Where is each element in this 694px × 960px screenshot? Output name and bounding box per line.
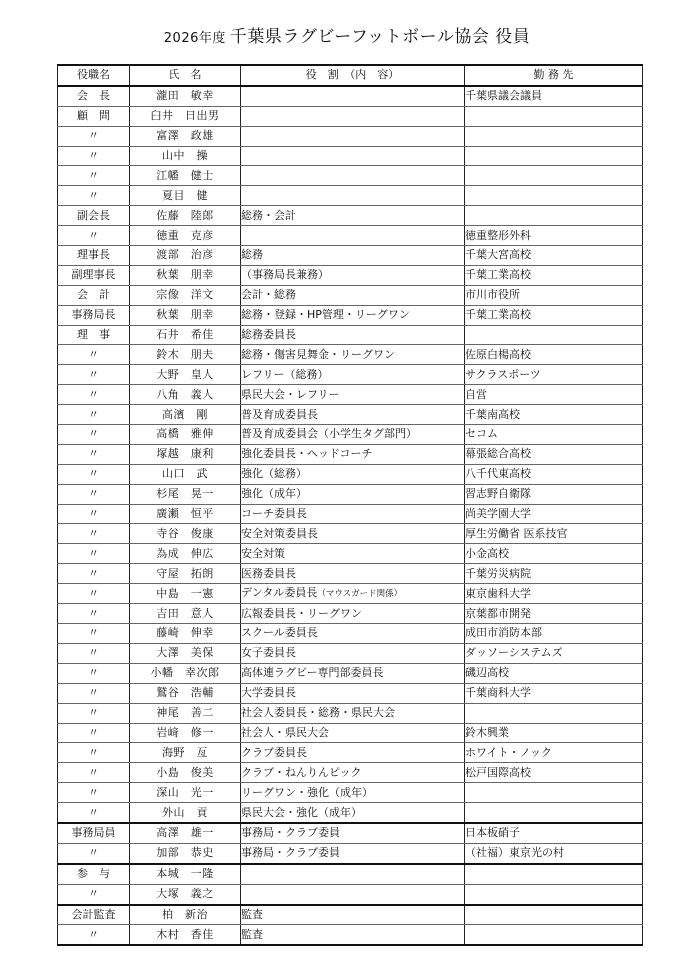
table-row	[58, 444, 643, 464]
position-cell: 〃	[58, 524, 130, 544]
role-cell	[241, 763, 465, 783]
workplace-cell	[465, 864, 643, 884]
position-cell: 〃	[58, 166, 130, 186]
header-name: 氏 名	[130, 65, 241, 86]
role-cell	[241, 803, 465, 823]
position-cell: 〃	[58, 763, 130, 783]
role-text: 事務局・クラブ委員	[241, 846, 340, 860]
position-cell: 〃	[58, 365, 130, 385]
position-cell: 〃	[58, 843, 130, 863]
position-cell: 〃	[58, 504, 130, 524]
position-cell: 〃	[58, 544, 130, 564]
role-cell	[241, 864, 465, 884]
table-row	[58, 385, 643, 405]
name-cell: 守屋 拓朗	[130, 564, 241, 584]
workplace-cell: 東京歯科大学	[465, 584, 643, 604]
name-cell: 渡部 治彦	[130, 246, 241, 266]
table-row	[58, 246, 643, 266]
role-text: 強化委員長・ヘッドコーチ	[241, 447, 373, 461]
role-text: 大学委員長	[241, 686, 296, 700]
role-cell	[241, 723, 465, 743]
role-cell	[241, 246, 465, 266]
table-row	[58, 345, 643, 365]
workplace-cell: 京葉都市開発	[465, 604, 643, 624]
table-row	[58, 584, 643, 604]
name-cell: 徳重 克彦	[130, 226, 241, 246]
position-cell: 副会長	[58, 206, 130, 226]
table-row	[58, 843, 643, 863]
role-cell	[241, 504, 465, 524]
position-cell: 会計監査	[58, 905, 130, 925]
role-text: 社会人・県民大会	[241, 725, 329, 739]
workplace-cell	[465, 206, 643, 226]
table-row	[58, 166, 643, 186]
position-cell: 〃	[58, 624, 130, 644]
workplace-cell: ホワイト・ノック	[465, 743, 643, 763]
name-cell: 瀧田 敏幸	[130, 86, 241, 106]
workplace-cell: セコム	[465, 425, 643, 445]
workplace-cell: 小金高校	[465, 544, 643, 564]
role-cell	[241, 166, 465, 186]
name-cell: 吉田 意人	[130, 604, 241, 624]
role-text: コーチ委員長	[241, 507, 307, 521]
table-header-row	[58, 65, 643, 86]
position-cell: 〃	[58, 226, 130, 246]
table-row	[58, 86, 643, 106]
name-cell: 神尾 善二	[130, 703, 241, 723]
role-cell	[241, 325, 465, 345]
header-position: 役職名	[58, 65, 130, 86]
name-cell: 夏目 健	[130, 186, 241, 206]
workplace-cell: ダッソーシステムズ	[465, 643, 643, 663]
position-cell: 事務局員	[58, 823, 130, 843]
role-cell	[241, 703, 465, 723]
position-cell: 〃	[58, 783, 130, 803]
workplace-cell: 幕張総合高校	[465, 444, 643, 464]
table-row	[58, 146, 643, 166]
workplace-cell: 習志野自衛隊	[465, 484, 643, 504]
role-text: 県民大会・強化（成年）	[241, 805, 362, 819]
name-cell: 大澤 美保	[130, 643, 241, 663]
role-cell	[241, 305, 465, 325]
role-text: レフリー（総務）	[241, 367, 329, 381]
position-cell: 〃	[58, 925, 130, 945]
role-cell	[241, 524, 465, 544]
role-text: 監査	[241, 927, 263, 941]
role-cell	[241, 743, 465, 763]
name-cell: 宗像 洋文	[130, 285, 241, 305]
role-text: 県民大会・レフリー	[241, 387, 340, 401]
table-row	[58, 126, 643, 146]
name-cell: 高澤 雄一	[130, 823, 241, 843]
role-cell	[241, 783, 465, 803]
name-cell: 木村 香佳	[130, 925, 241, 945]
name-cell: 小幡 幸次郎	[130, 663, 241, 683]
table-row	[58, 905, 643, 925]
role-cell	[241, 823, 465, 843]
table-row	[58, 763, 643, 783]
workplace-cell	[465, 783, 643, 803]
name-cell: 高濱 剛	[130, 405, 241, 425]
role-cell	[241, 345, 465, 365]
name-cell: 八角 義人	[130, 385, 241, 405]
name-cell: 大塚 義之	[130, 884, 241, 904]
workplace-cell: 自営	[465, 385, 643, 405]
role-cell	[241, 925, 465, 945]
name-cell: 石井 希佳	[130, 325, 241, 345]
workplace-cell	[465, 126, 643, 146]
workplace-cell: （社福）東京光の村	[465, 843, 643, 863]
role-cell	[241, 683, 465, 703]
workplace-cell: 市川市役所	[465, 285, 643, 305]
workplace-cell: 千葉工業高校	[465, 305, 643, 325]
name-cell: 佐藤 陸郎	[130, 206, 241, 226]
role-cell	[241, 584, 465, 604]
position-cell: 〃	[58, 743, 130, 763]
table-row	[58, 663, 643, 683]
name-cell: 山中 操	[130, 146, 241, 166]
name-cell: 山口 武	[130, 464, 241, 484]
table-row	[58, 425, 643, 445]
role-cell	[241, 126, 465, 146]
workplace-cell: 厚生労働省 医系技官	[465, 524, 643, 544]
role-text: 事務局・クラブ委員	[241, 826, 340, 840]
workplace-cell	[465, 803, 643, 823]
position-cell: 〃	[58, 584, 130, 604]
name-cell: 廣瀬 恒平	[130, 504, 241, 524]
table-row	[58, 783, 643, 803]
workplace-cell: サクラスポーツ	[465, 365, 643, 385]
position-cell: 会 計	[58, 285, 130, 305]
role-cell	[241, 186, 465, 206]
position-cell: 副理事長	[58, 265, 130, 285]
position-cell: 〃	[58, 564, 130, 584]
role-text: 高体連ラグビー専門部委員長	[241, 666, 384, 680]
role-text: リーグワン・強化（成年）	[241, 785, 373, 799]
name-cell: 小島 俊美	[130, 763, 241, 783]
role-cell	[241, 365, 465, 385]
header-workplace: 勤 務 先	[465, 65, 643, 86]
name-cell: 江幡 健士	[130, 166, 241, 186]
role-cell	[241, 226, 465, 246]
workplace-cell: 千葉工業高校	[465, 265, 643, 285]
role-cell	[241, 624, 465, 644]
role-text: 監査	[241, 907, 263, 921]
role-cell	[241, 544, 465, 564]
name-cell: 塚越 康利	[130, 444, 241, 464]
table-row	[58, 823, 643, 843]
role-text: 社会人委員長・総務・県民大会	[241, 706, 395, 720]
role-cell	[241, 285, 465, 305]
position-cell: 〃	[58, 643, 130, 663]
position-cell: 理 事	[58, 325, 130, 345]
role-text: （事務局長兼務）	[241, 268, 329, 282]
position-cell: 〃	[58, 444, 130, 464]
table-row	[58, 265, 643, 285]
name-cell: 加部 恭史	[130, 843, 241, 863]
name-cell: 藤崎 伸幸	[130, 624, 241, 644]
workplace-cell: 磯辺高校	[465, 663, 643, 683]
role-text: 総務・登録・HP管理・リーグワン	[241, 308, 410, 322]
position-cell: 〃	[58, 186, 130, 206]
name-cell: 高橋 雅伸	[130, 425, 241, 445]
workplace-cell: 千葉商科大学	[465, 683, 643, 703]
role-text: 女子委員長	[241, 646, 296, 660]
role-cell	[241, 86, 465, 106]
name-cell: 臼井 日出男	[130, 106, 241, 126]
table-row	[58, 484, 643, 504]
table-row	[58, 106, 643, 126]
workplace-cell	[465, 703, 643, 723]
role-text: 安全対策委員長	[241, 526, 318, 540]
position-cell: 〃	[58, 464, 130, 484]
role-cell	[241, 265, 465, 285]
name-cell: 鷲谷 浩輔	[130, 683, 241, 703]
name-cell: 鈴木 朋夫	[130, 345, 241, 365]
role-cell	[241, 905, 465, 925]
role-text: 普及育成委員会（小学生タグ部門）	[241, 427, 417, 441]
table-row	[58, 206, 643, 226]
table-row	[58, 803, 643, 823]
name-cell: 為成 伸広	[130, 544, 241, 564]
page-title	[0, 22, 694, 47]
workplace-cell	[465, 905, 643, 925]
position-cell: 〃	[58, 385, 130, 405]
table-row	[58, 683, 643, 703]
header-role: 役 割 （内 容）	[241, 65, 465, 86]
table-row	[58, 365, 643, 385]
role-text: 広報委員長・リーグワン	[241, 606, 362, 620]
table-row	[58, 226, 643, 246]
table-row	[58, 564, 643, 584]
position-cell: 〃	[58, 663, 130, 683]
table-body	[58, 86, 643, 945]
title-text: 千葉県ラグビーフットボール協会 役員	[229, 27, 531, 47]
table-row	[58, 864, 643, 884]
role-cell	[241, 604, 465, 624]
table-row	[58, 405, 643, 425]
role-cell	[241, 464, 465, 484]
name-cell: 中島 一憲	[130, 584, 241, 604]
table-row	[58, 643, 643, 663]
workplace-cell: 徳重整形外科	[465, 226, 643, 246]
workplace-cell	[465, 325, 643, 345]
role-cell	[241, 425, 465, 445]
position-cell: 〃	[58, 884, 130, 904]
role-text: クラブ委員長	[241, 745, 307, 759]
name-cell: 富澤 政雄	[130, 126, 241, 146]
position-cell: 顧 問	[58, 106, 130, 126]
name-cell: 柏 新治	[130, 905, 241, 925]
workplace-cell	[465, 186, 643, 206]
role-cell	[241, 405, 465, 425]
position-cell: 〃	[58, 683, 130, 703]
role-cell	[241, 444, 465, 464]
role-cell	[241, 884, 465, 904]
name-cell: 秋葉 朋幸	[130, 305, 241, 325]
workplace-cell: 千葉労災病院	[465, 564, 643, 584]
role-cell	[241, 643, 465, 663]
role-text: クラブ・ねんりんピック	[241, 765, 362, 779]
table-row	[58, 325, 643, 345]
workplace-cell: 鈴木興業	[465, 723, 643, 743]
position-cell: 〃	[58, 405, 130, 425]
name-cell: 本城 一隆	[130, 864, 241, 884]
position-cell: 事務局長	[58, 305, 130, 325]
role-cell	[241, 564, 465, 584]
role-text: 総務・会計	[241, 208, 296, 222]
position-cell: 〃	[58, 146, 130, 166]
workplace-cell: 成田市消防本部	[465, 624, 643, 644]
name-cell: 杉尾 晃一	[130, 484, 241, 504]
table-row	[58, 285, 643, 305]
officer-table	[57, 64, 643, 946]
title-year: 2026年度	[163, 31, 226, 46]
role-cell	[241, 106, 465, 126]
role-text: 強化（総務）	[241, 467, 307, 481]
table-row	[58, 524, 643, 544]
workplace-cell	[465, 106, 643, 126]
role-note: （マウスガード関係）	[317, 589, 403, 600]
role-cell	[241, 843, 465, 863]
table-row	[58, 703, 643, 723]
position-cell: 会 長	[58, 86, 130, 106]
table-row	[58, 544, 643, 564]
workplace-cell: 千葉県議会議員	[465, 86, 643, 106]
workplace-cell: 八千代東高校	[465, 464, 643, 484]
workplace-cell: 千葉南高校	[465, 405, 643, 425]
workplace-cell: 佐原白楊高校	[465, 345, 643, 365]
table-row	[58, 604, 643, 624]
workplace-cell	[465, 146, 643, 166]
workplace-cell: 千葉大宮高校	[465, 246, 643, 266]
table-row	[58, 723, 643, 743]
workplace-cell: 尚美学園大学	[465, 504, 643, 524]
role-text: 強化（成年）	[241, 487, 307, 501]
table-row	[58, 504, 643, 524]
role-cell	[241, 663, 465, 683]
position-cell: 〃	[58, 703, 130, 723]
name-cell: 秋葉 朋幸	[130, 265, 241, 285]
name-cell: 岩﨑 修一	[130, 723, 241, 743]
role-text: デンタル委員長	[241, 586, 318, 600]
role-text: 医務委員長	[241, 566, 296, 580]
position-cell: 〃	[58, 803, 130, 823]
position-cell: 〃	[58, 484, 130, 504]
role-text: 総務委員長	[241, 328, 296, 342]
position-cell: 〃	[58, 425, 130, 445]
name-cell: 深山 光一	[130, 783, 241, 803]
name-cell: 寺谷 俊康	[130, 524, 241, 544]
workplace-cell	[465, 925, 643, 945]
name-cell: 海野 亙	[130, 743, 241, 763]
name-cell: 外山 貢	[130, 803, 241, 823]
table-row	[58, 624, 643, 644]
table-row	[58, 743, 643, 763]
position-cell: 〃	[58, 345, 130, 365]
table-row	[58, 305, 643, 325]
position-cell: 〃	[58, 604, 130, 624]
role-text: スクール委員長	[241, 626, 318, 640]
role-text: 安全対策	[241, 546, 285, 560]
workplace-cell: 日本板硝子	[465, 823, 643, 843]
position-cell: 参 与	[58, 864, 130, 884]
position-cell: 〃	[58, 126, 130, 146]
position-cell: 〃	[58, 723, 130, 743]
role-cell	[241, 146, 465, 166]
name-cell: 大野 皇人	[130, 365, 241, 385]
workplace-cell	[465, 884, 643, 904]
role-text: 総務・傷害見舞金・リーグワン	[241, 347, 395, 361]
position-cell: 理事長	[58, 246, 130, 266]
role-text: 総務	[241, 248, 263, 262]
workplace-cell: 松戸国際高校	[465, 763, 643, 783]
role-text: 会計・総務	[241, 288, 296, 302]
table-row	[58, 884, 643, 904]
role-cell	[241, 484, 465, 504]
table-row	[58, 925, 643, 945]
table-row	[58, 186, 643, 206]
role-cell	[241, 206, 465, 226]
role-cell	[241, 385, 465, 405]
workplace-cell	[465, 166, 643, 186]
role-text: 普及育成委員長	[241, 407, 318, 421]
table-row	[58, 464, 643, 484]
